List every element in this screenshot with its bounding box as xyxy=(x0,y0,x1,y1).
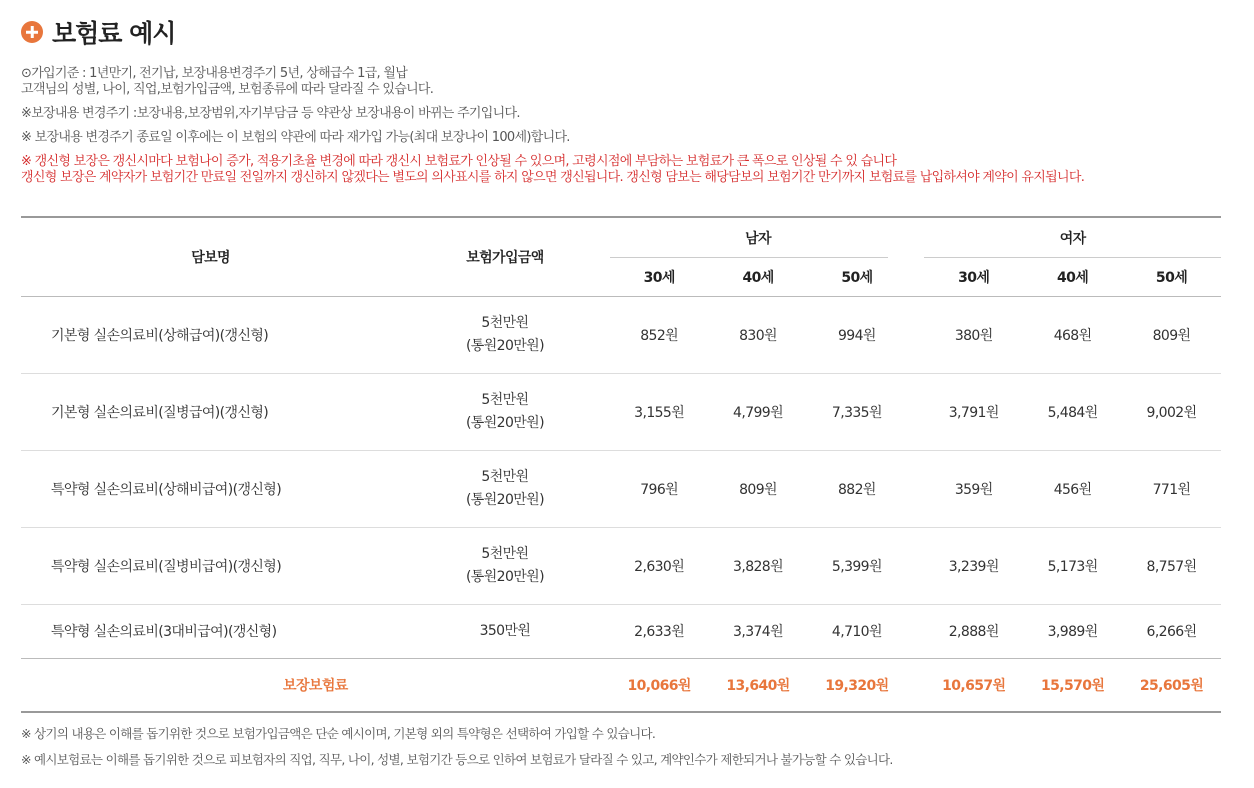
header-male-age-30: 30세 xyxy=(610,258,709,296)
table-row xyxy=(21,450,1221,527)
amount-main: 5천만원 xyxy=(481,545,529,562)
amount-main: 5천만원 xyxy=(481,314,529,331)
coverage-name: 기본형 실손의료비(상해급여)(갱신형) xyxy=(21,296,400,373)
coverage-name: 특약형 실손의료비(질병비급여)(갱신형) xyxy=(21,527,400,604)
female-50-premium: 6,266원 xyxy=(1122,604,1221,658)
male-40-premium: 830원 xyxy=(709,296,808,373)
renewal-line-2: 갱신형 보장은 계약자가 보험기간 만료일 전일까지 갱신하지 않겠다는 별도의 의사표시를 하지 않으면 갱신됩니다. 갱신형 담보는 해당담보의 보험기간 만기까지 보험료를 납입하셔야 계약이 유지됩니다. xyxy=(21,170,1085,185)
amount-main: 350만원 xyxy=(479,622,531,639)
male-40-premium: 3,374원 xyxy=(709,604,808,658)
header-female-age-30: 30세 xyxy=(924,258,1023,296)
male-40-premium: 809원 xyxy=(709,450,808,527)
header-coverage: 담보명 xyxy=(21,217,400,296)
coverage-amount xyxy=(400,450,610,527)
male-30-premium: 852원 xyxy=(610,296,709,373)
amount-main: 5천만원 xyxy=(481,468,529,485)
table-row xyxy=(21,373,1221,450)
coverage-amount xyxy=(400,296,610,373)
table-row xyxy=(21,604,1221,658)
amount-sub: (통원20만원) xyxy=(465,568,544,585)
female-30-premium: 3,791원 xyxy=(924,373,1023,450)
plus-circle-icon xyxy=(21,21,43,43)
footnote-1: ※ 상기의 내용은 이해를 돕기위한 것으로 보험가입금액은 단순 예시이며, 기본형 외의 특약형은 선택하여 가입할 수 있습니다. xyxy=(21,726,656,741)
header-amount: 보험가입금액 xyxy=(400,217,610,296)
male-30-premium: 2,630원 xyxy=(610,527,709,604)
premium-table xyxy=(21,216,1221,713)
amount-sub: (통원20만원) xyxy=(465,491,544,508)
coverage-amount xyxy=(400,527,610,604)
coverage-name: 기본형 실손의료비(질병급여)(갱신형) xyxy=(21,373,400,450)
coverage-amount xyxy=(400,604,610,658)
female-30-premium: 2,888원 xyxy=(924,604,1023,658)
basis-line-1: ⊙가입기준 : 1년만기, 전기납, 보장내용변경주기 5년, 상해급수 1급, 월납 xyxy=(21,66,408,81)
header-male xyxy=(610,217,907,258)
coverage-name: 특약형 실손의료비(상해비급여)(갱신형) xyxy=(21,450,400,527)
amount-sub: (통원20만원) xyxy=(465,414,544,431)
total-row xyxy=(21,658,1221,712)
male-30-premium: 3,155원 xyxy=(610,373,709,450)
change-cycle-note: ※보장내용 변경주기 :보장내용,보장범위,자기부담금 등 약관상 보장내용이 바뀌는 주기입니다. xyxy=(21,106,520,121)
header-female xyxy=(924,217,1221,258)
female-40-premium: 3,989원 xyxy=(1023,604,1122,658)
female-40-premium: 468원 xyxy=(1023,296,1122,373)
header-male-label: 남자 xyxy=(745,231,771,247)
female-30-premium: 359원 xyxy=(924,450,1023,527)
total-female-30: 10,657원 xyxy=(924,658,1023,712)
amount-main: 5천만원 xyxy=(481,391,529,408)
female-50-premium: 771원 xyxy=(1122,450,1221,527)
header-female-age-40: 40세 xyxy=(1023,258,1122,296)
footnotes xyxy=(21,726,893,778)
renewal-line-1: ※ 갱신형 보장은 갱신시마다 보험나이 증가, 적용기초율 변경에 따라 갱신시 보험료가 인상될 수 있으며, 고령시점에 부담하는 보험료가 큰 폭으로 인상될 수 있 습니다 xyxy=(21,154,897,169)
female-40-premium: 456원 xyxy=(1023,450,1122,527)
header-male-age-50: 50세 xyxy=(807,258,906,296)
male-40-premium: 3,828원 xyxy=(709,527,808,604)
male-50-premium: 4,710원 xyxy=(807,604,906,658)
female-40-premium: 5,173원 xyxy=(1023,527,1122,604)
total-male-50: 19,320원 xyxy=(807,658,906,712)
total-female-40: 15,570원 xyxy=(1023,658,1122,712)
re-enroll-note: ※ 보장내용 변경주기 종료일 이후에는 이 보험의 약관에 따라 재가입 가능(최대 보장나이 100세)합니다. xyxy=(21,130,570,145)
total-male-40: 13,640원 xyxy=(709,658,808,712)
male-50-premium: 7,335원 xyxy=(807,373,906,450)
coverage-amount xyxy=(400,373,610,450)
page-title: 보험료 예시 xyxy=(52,19,176,48)
table-row xyxy=(21,527,1221,604)
total-male-30: 10,066원 xyxy=(610,658,709,712)
header-row-top xyxy=(21,217,1221,258)
male-40-premium: 4,799원 xyxy=(709,373,808,450)
title-row xyxy=(21,16,175,48)
female-50-premium: 809원 xyxy=(1122,296,1221,373)
footnote-2: ※ 예시보험료는 이해를 돕기위한 것으로 피보험자의 직업, 직무, 나이, 성별, 보험기간 등으로 인하여 보험료가 달라질 수 있고, 계약인수가 제한되거나 불가능할 수 있습니다. xyxy=(21,752,893,767)
header-female-label: 여자 xyxy=(1059,231,1086,247)
basis-line-2: 고객님의 성별, 나이, 직업,보험가입금액, 보험종류에 따라 달라질 수 있습니다. xyxy=(21,82,434,97)
female-40-premium: 5,484원 xyxy=(1023,373,1122,450)
male-30-premium: 2,633원 xyxy=(610,604,709,658)
table-row xyxy=(21,296,1221,373)
renewal-warning-note xyxy=(21,154,1231,186)
female-30-premium: 380원 xyxy=(924,296,1023,373)
enrollment-basis-note xyxy=(21,66,1231,98)
male-50-premium: 5,399원 xyxy=(807,527,906,604)
total-female-50: 25,605원 xyxy=(1122,658,1221,712)
female-50-premium: 9,002원 xyxy=(1122,373,1221,450)
male-30-premium: 796원 xyxy=(610,450,709,527)
notes xyxy=(21,66,1231,194)
female-50-premium: 8,757원 xyxy=(1122,527,1221,604)
male-50-premium: 994원 xyxy=(807,296,906,373)
amount-sub: (통원20만원) xyxy=(465,337,544,354)
total-label: 보장보험료 xyxy=(21,658,610,712)
female-30-premium: 3,239원 xyxy=(924,527,1023,604)
header-male-age-40: 40세 xyxy=(709,258,808,296)
male-50-premium: 882원 xyxy=(807,450,906,527)
coverage-name: 특약형 실손의료비(3대비급여)(갱신형) xyxy=(21,604,400,658)
header-female-age-50: 50세 xyxy=(1122,258,1221,296)
